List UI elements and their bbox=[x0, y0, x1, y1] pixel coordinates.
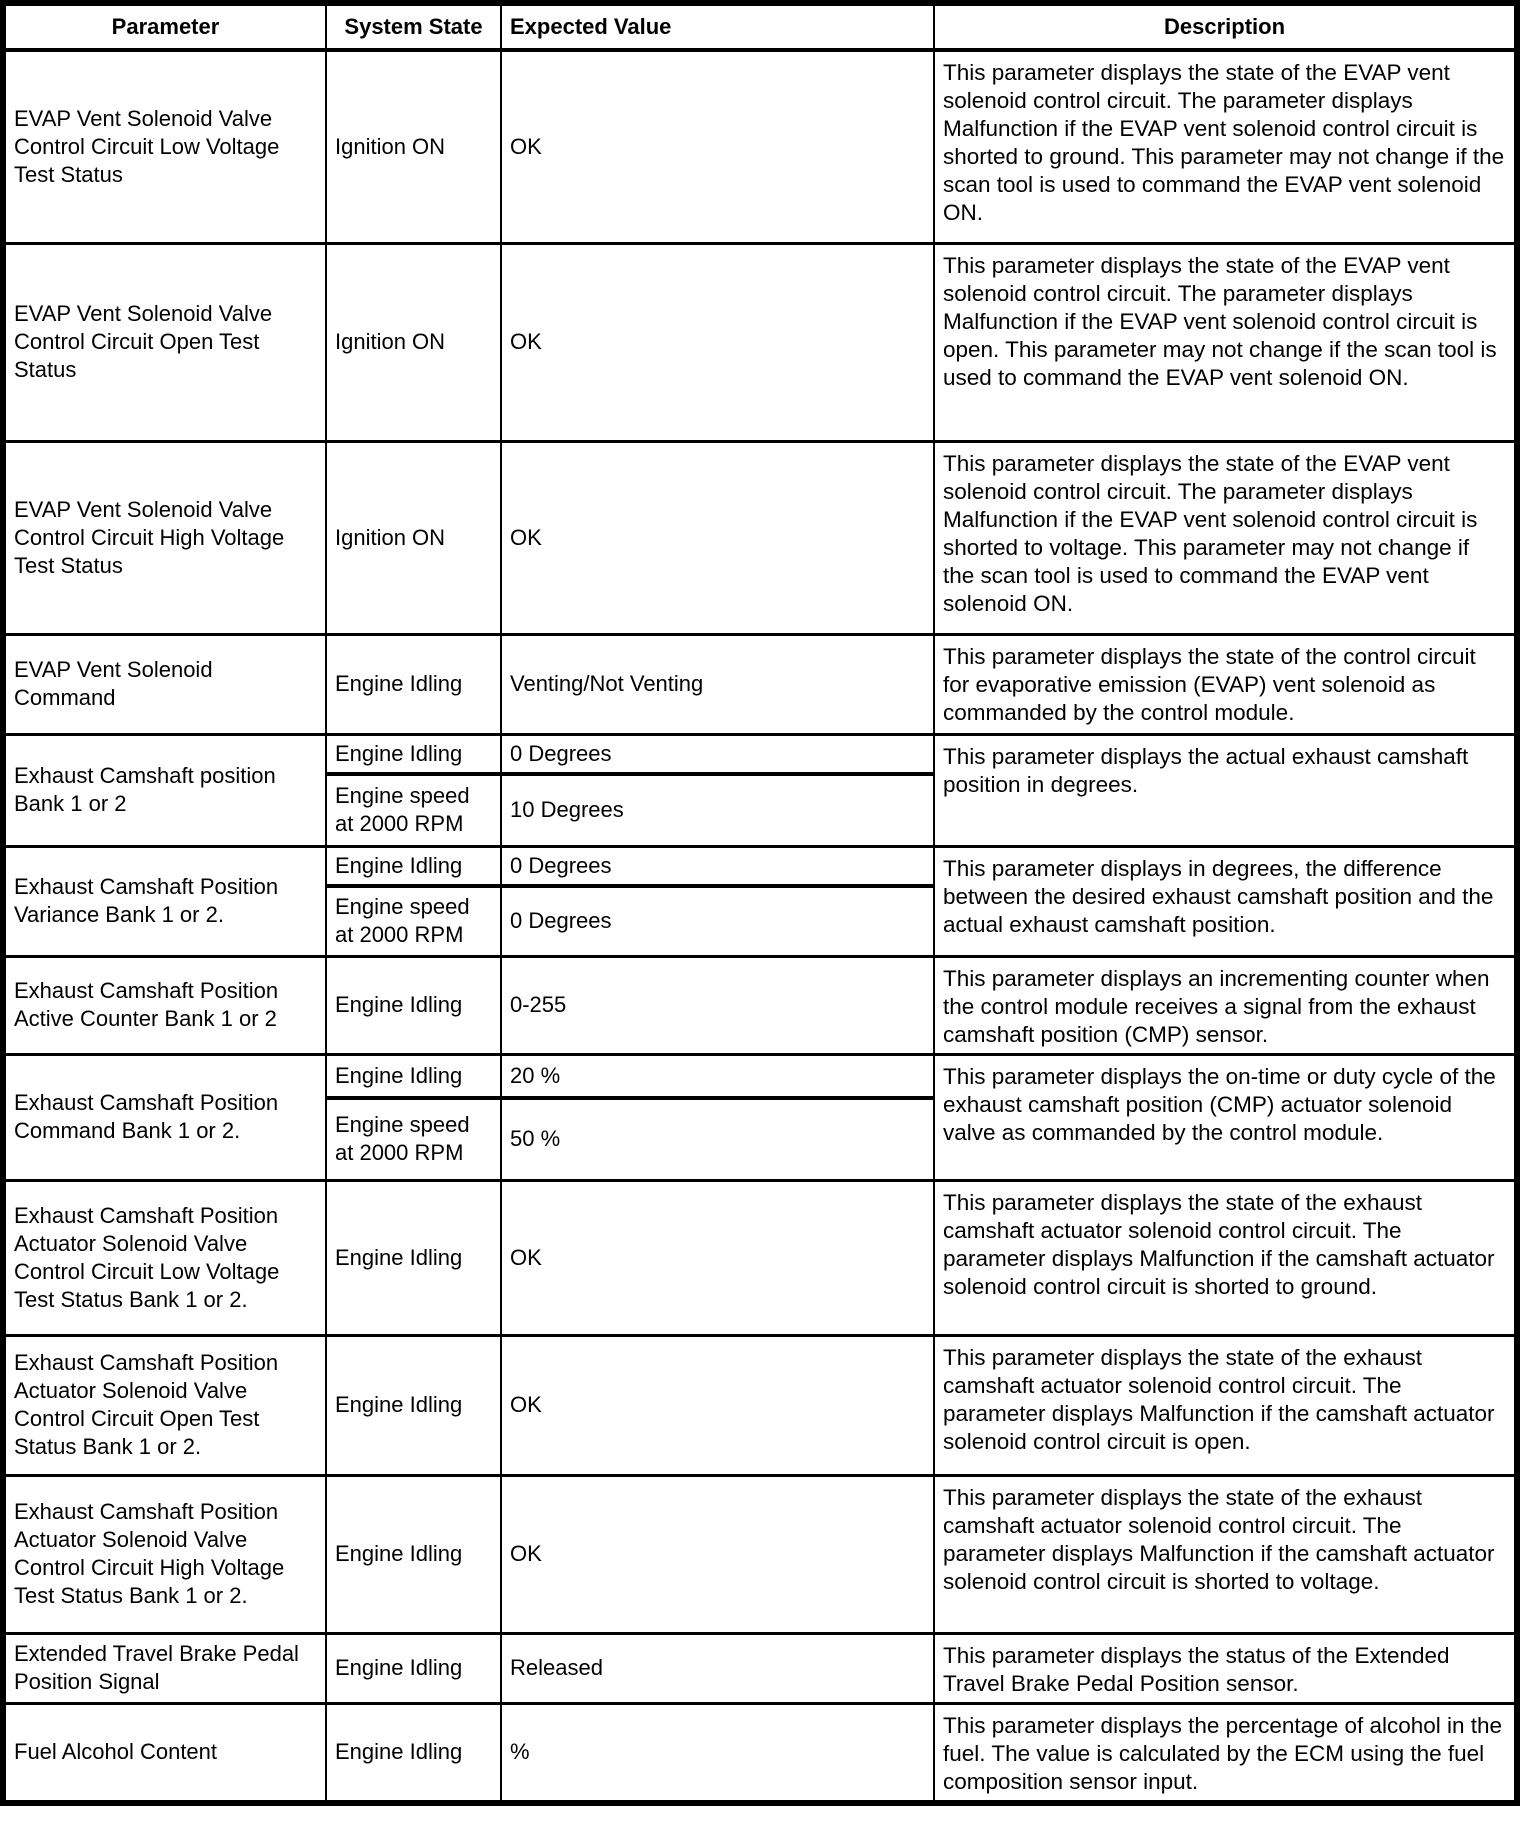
desc-cell: This parameter displays the on-time or duty cycle of the exhaust camshaft position (CMP) actuator solenoid valve as commanded by the control module. bbox=[934, 1054, 1517, 1180]
value-cell: OK bbox=[501, 441, 934, 634]
state-cell: Engine Idling bbox=[326, 1703, 501, 1803]
value-cell: % bbox=[501, 1703, 934, 1803]
param-cell: EVAP Vent Solenoid Valve Control Circuit Open Test Status bbox=[3, 243, 326, 441]
value-cell: OK bbox=[501, 243, 934, 441]
desc-cell: This parameter displays the percentage of alcohol in the fuel. The value is calculated by the ECM using the fuel composition sensor input. bbox=[934, 1703, 1517, 1803]
table-row bbox=[3, 634, 1517, 734]
state-cell: Engine Idling bbox=[326, 1180, 501, 1335]
param-cell: Exhaust Camshaft Position Active Counter Bank 1 or 2 bbox=[3, 956, 326, 1054]
desc-cell: This parameter displays the status of the Extended Travel Brake Pedal Position sensor. bbox=[934, 1633, 1517, 1703]
desc-cell: This parameter displays the state of the exhaust camshaft actuator solenoid control circuit. The parameter displays Malfunction if the camshaft actuator solenoid control circuit is open. bbox=[934, 1335, 1517, 1475]
param-cell: EVAP Vent Solenoid Command bbox=[3, 634, 326, 734]
state-cell: Engine Idling bbox=[326, 634, 501, 734]
state-cell: Engine speed at 2000 RPM bbox=[326, 886, 501, 956]
state-cell: Engine Idling bbox=[326, 846, 501, 886]
state-cell: Ignition ON bbox=[326, 50, 501, 243]
param-cell: Exhaust Camshaft Position Command Bank 1 or 2. bbox=[3, 1054, 326, 1180]
value-cell: 50 % bbox=[501, 1098, 934, 1180]
state-cell: Engine Idling bbox=[326, 956, 501, 1054]
state-cell: Engine Idling bbox=[326, 1054, 501, 1098]
header-system-state: System State bbox=[326, 3, 501, 50]
desc-cell: This parameter displays the state of the EVAP vent solenoid control circuit. The parameter displays Malfunction if the EVAP vent solenoid control circuit is shorted to ground. This parameter may not change if the scan tool is used to command the EVAP vent solenoid ON. bbox=[934, 50, 1517, 243]
table-row bbox=[3, 956, 1517, 1054]
value-cell: 0-255 bbox=[501, 956, 934, 1054]
header-expected-value: Expected Value bbox=[501, 3, 934, 50]
header-description: Description bbox=[934, 3, 1517, 50]
table-row bbox=[3, 1633, 1517, 1703]
value-cell: 0 Degrees bbox=[501, 846, 934, 886]
header-parameter: Parameter bbox=[3, 3, 326, 50]
state-cell: Engine Idling bbox=[326, 1633, 501, 1703]
table-row bbox=[3, 1180, 1517, 1335]
value-cell: 20 % bbox=[501, 1054, 934, 1098]
param-cell: EVAP Vent Solenoid Valve Control Circuit Low Voltage Test Status bbox=[3, 50, 326, 243]
value-cell: OK bbox=[501, 50, 934, 243]
value-cell: 0 Degrees bbox=[501, 734, 934, 774]
desc-cell: This parameter displays the actual exhaust camshaft position in degrees. bbox=[934, 734, 1517, 846]
param-cell: Exhaust Camshaft Position Actuator Solenoid Valve Control Circuit Low Voltage Test Status Bank 1 or 2. bbox=[3, 1180, 326, 1335]
value-cell: Released bbox=[501, 1633, 934, 1703]
state-cell: Engine Idling bbox=[326, 1335, 501, 1475]
value-cell: OK bbox=[501, 1475, 934, 1633]
desc-cell: This parameter displays the state of the EVAP vent solenoid control circuit. The parameter displays Malfunction if the EVAP vent solenoid control circuit is open. This parameter may not change if the scan tool is used to command the EVAP vent solenoid ON. bbox=[934, 243, 1517, 441]
param-cell: Fuel Alcohol Content bbox=[3, 1703, 326, 1803]
table-row bbox=[3, 846, 1517, 886]
value-cell: 0 Degrees bbox=[501, 886, 934, 956]
table-row bbox=[3, 243, 1517, 441]
param-cell: Exhaust Camshaft Position Actuator Solenoid Valve Control Circuit Open Test Status Bank 1 or 2. bbox=[3, 1335, 326, 1475]
desc-cell: This parameter displays the state of the EVAP vent solenoid control circuit. The parameter displays Malfunction if the EVAP vent solenoid control circuit is shorted to voltage. This parameter may not change if the scan tool is used to command the EVAP vent solenoid ON. bbox=[934, 441, 1517, 634]
desc-cell: This parameter displays the state of the control circuit for evaporative emission (EVAP) vent solenoid as commanded by the control module. bbox=[934, 634, 1517, 734]
table-row bbox=[3, 734, 1517, 774]
state-cell: Engine Idling bbox=[326, 734, 501, 774]
desc-cell: This parameter displays in degrees, the difference between the desired exhaust camshaft position and the actual exhaust camshaft position. bbox=[934, 846, 1517, 956]
desc-cell: This parameter displays the state of the exhaust camshaft actuator solenoid control circuit. The parameter displays Malfunction if the camshaft actuator solenoid control circuit is shorted to voltage. bbox=[934, 1475, 1517, 1633]
state-cell: Engine speed at 2000 RPM bbox=[326, 774, 501, 846]
param-cell: Extended Travel Brake Pedal Position Signal bbox=[3, 1633, 326, 1703]
param-cell: Exhaust Camshaft Position Variance Bank 1 or 2. bbox=[3, 846, 326, 956]
param-cell: Exhaust Camshaft position Bank 1 or 2 bbox=[3, 734, 326, 846]
table-row bbox=[3, 50, 1517, 243]
state-cell: Ignition ON bbox=[326, 441, 501, 634]
param-cell: EVAP Vent Solenoid Valve Control Circuit High Voltage Test Status bbox=[3, 441, 326, 634]
table-row bbox=[3, 1703, 1517, 1803]
value-cell: Venting/Not Venting bbox=[501, 634, 934, 734]
state-cell: Engine Idling bbox=[326, 1475, 501, 1633]
param-cell: Exhaust Camshaft Position Actuator Solenoid Valve Control Circuit High Voltage Test Status Bank 1 or 2. bbox=[3, 1475, 326, 1633]
table-row bbox=[3, 1475, 1517, 1633]
value-cell: 10 Degrees bbox=[501, 774, 934, 846]
desc-cell: This parameter displays the state of the exhaust camshaft actuator solenoid control circuit. The parameter displays Malfunction if the camshaft actuator solenoid control circuit is shorted to ground. bbox=[934, 1180, 1517, 1335]
table-row bbox=[3, 1335, 1517, 1475]
value-cell: OK bbox=[501, 1335, 934, 1475]
value-cell: OK bbox=[501, 1180, 934, 1335]
state-cell: Ignition ON bbox=[326, 243, 501, 441]
header-row bbox=[3, 3, 1517, 50]
table-row bbox=[3, 441, 1517, 634]
desc-cell: This parameter displays an incrementing counter when the control module receives a signal from the exhaust camshaft position (CMP) sensor. bbox=[934, 956, 1517, 1054]
table-row bbox=[3, 1054, 1517, 1098]
state-cell: Engine speed at 2000 RPM bbox=[326, 1098, 501, 1180]
